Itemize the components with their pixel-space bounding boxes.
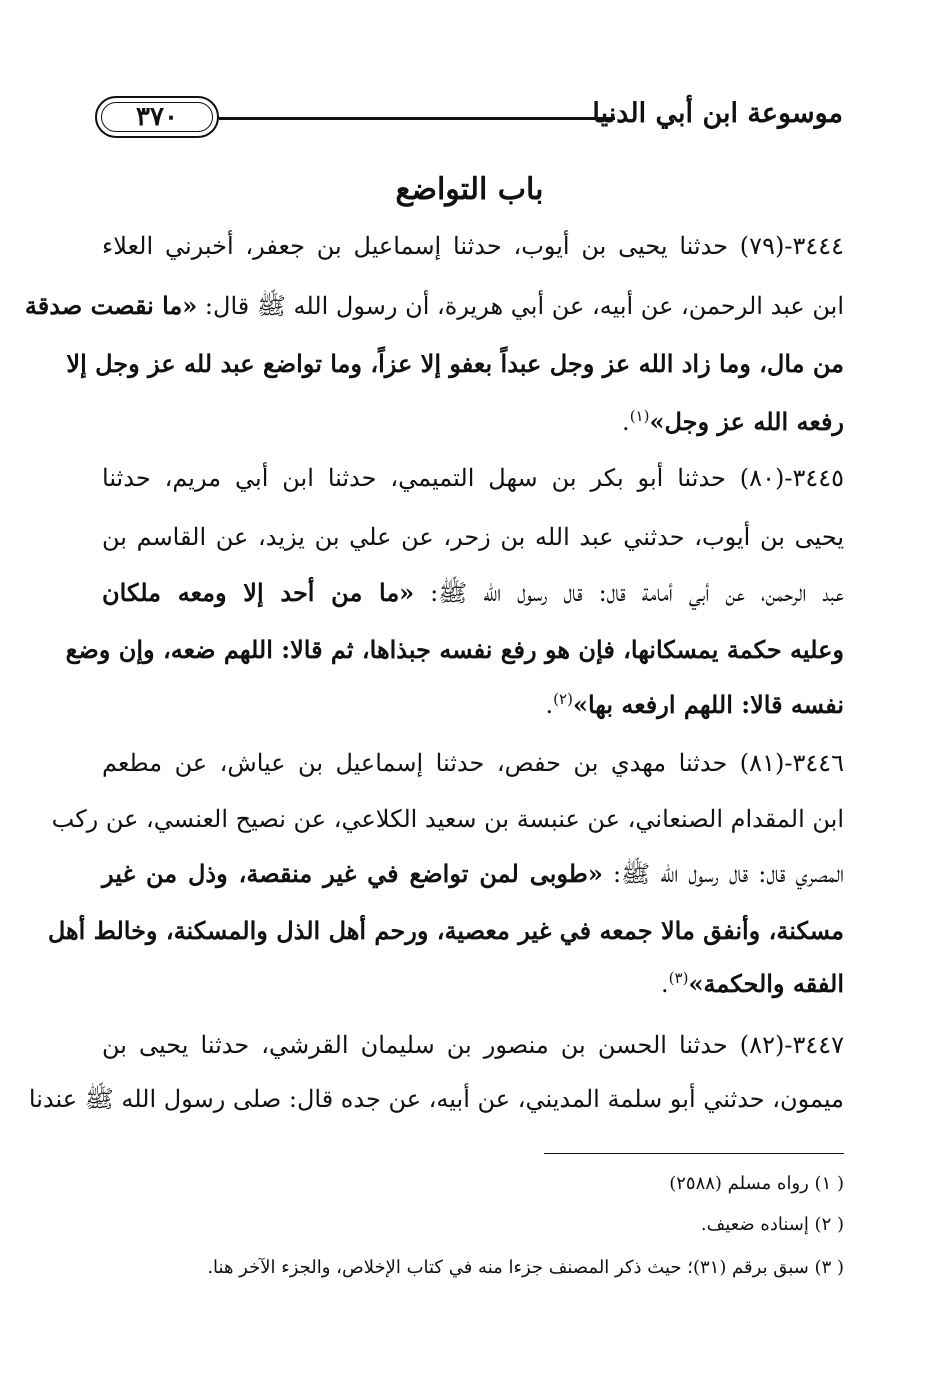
- body-line: [47, 913, 844, 949]
- body-line: ٣٤٤٧-(٨٢) حدثنا الحسن بن منصور بن سليمان القرشي، حدثنا يحيى بن: [102, 1031, 844, 1059]
- chapter-title: باب التواضع: [395, 172, 544, 207]
- body-line: [66, 346, 844, 382]
- header-rule: [219, 117, 615, 120]
- body-line: ٣٤٤٤-(٧٩) حدثنا يحيى بن أيوب، حدثنا إسماعيل بن جعفر، أخبرني العلاء: [102, 232, 844, 260]
- hadith-text: «طوبى لمن تواضع في غير منقصة، وذل من غير: [102, 859, 603, 888]
- body-line: ابن عبد الرحمن، عن أبيه، عن أبي هريرة، أن رسول الله ﷺ قال: «ما نقصت صدقة: [24, 291, 844, 320]
- body-line: يحيى بن أيوب، حدثني عبد الله بن زحر، عن علي بن يزيد، عن القاسم بن: [102, 523, 844, 551]
- body-line: ٣٤٤٦-(٨١) حدثنا مهدي بن حفص، حدثنا إسماعيل بن عياش، عن مطعم: [102, 749, 844, 777]
- hadith-text: رفعه الله عز وجل»: [649, 407, 844, 436]
- hadith-text: «ما نقصت صدقة: [24, 291, 198, 320]
- hadith-text: مسكنة، وأنفق مالا جمعه في غير معصية، ورحم أهل الذل والمسكنة، وخالط أهل: [47, 916, 844, 945]
- hadith-text: وعليه حكمة يمسكانها، فإن هو رفع نفسه جبذاها، ثم قالا: اللهم ضعه، وإن وضع: [65, 635, 844, 664]
- footnote-separator: [544, 1153, 844, 1154]
- body-line: المصري قال: قال رسول الله ﷺ: «طوبى لمن تواضع في غير منقصة، وذل من غير: [102, 859, 844, 888]
- running-header: [95, 88, 843, 150]
- running-title: موسوعة ابن أبي الدنيا: [592, 98, 843, 129]
- hadith-text: نفسه قالا: اللهم ارفعه بها»: [572, 690, 844, 719]
- body-line: رفعه الله عز وجل»$^{(١)}$.: [622, 407, 844, 436]
- hadith-text: من مال، وما زاد الله عز وجل عبداً بعفو إلا عزاً، وما تواضع عبد لله عز وجل إلا: [66, 349, 844, 378]
- body-line: ميمون، حدثني أبو سلمة المديني، عن أبيه، عن جده قال: صلى رسول الله ﷺ عندنا: [28, 1085, 844, 1113]
- body-line: عبد الرحمن، عن أبي أمامة قال: قال رسول الله ﷺ: «ما من أحد إلا ومعه ملكان: [102, 578, 844, 607]
- body-line: ٣٤٤٥-(٨٠) حدثنا أبو بكر بن سهل التميمي، حدثنا ابن أبي مريم، حدثنا: [102, 464, 844, 492]
- footnote-1: ( ١) رواه مسلم (٢٥٨٨): [669, 1173, 844, 1194]
- footnote-ref: (١): [629, 407, 650, 425]
- body-line: نفسه قالا: اللهم ارفعه بها»$^{(٢)}$.: [545, 690, 844, 719]
- footnote-ref: (٣): [668, 969, 689, 987]
- hadith-text: الفقه والحكمة»: [688, 969, 844, 998]
- footnote-ref: (٢): [553, 690, 573, 708]
- body-line: الفقه والحكمة»$^{(٣)}$.: [661, 969, 844, 998]
- footnote-2: ( ٢) إسناده ضعيف.: [700, 1214, 844, 1235]
- body-line: [65, 632, 844, 668]
- hadith-text: «ما من أحد إلا ومعه ملكان: [102, 578, 415, 607]
- footnote-3: ( ٣) سبق برقم (٣١)؛ حيث ذكر المصنف جزءا منه في كتاب الإخلاص، والجزء الآخر هنا.: [207, 1257, 844, 1278]
- body-line: ابن المقدام الصنعاني، عن عنبسة بن سعيد الكلاعي، عن نصيح العنسي، عن ركب: [51, 805, 844, 833]
- page-number-badge: ٣٧٠: [95, 96, 219, 138]
